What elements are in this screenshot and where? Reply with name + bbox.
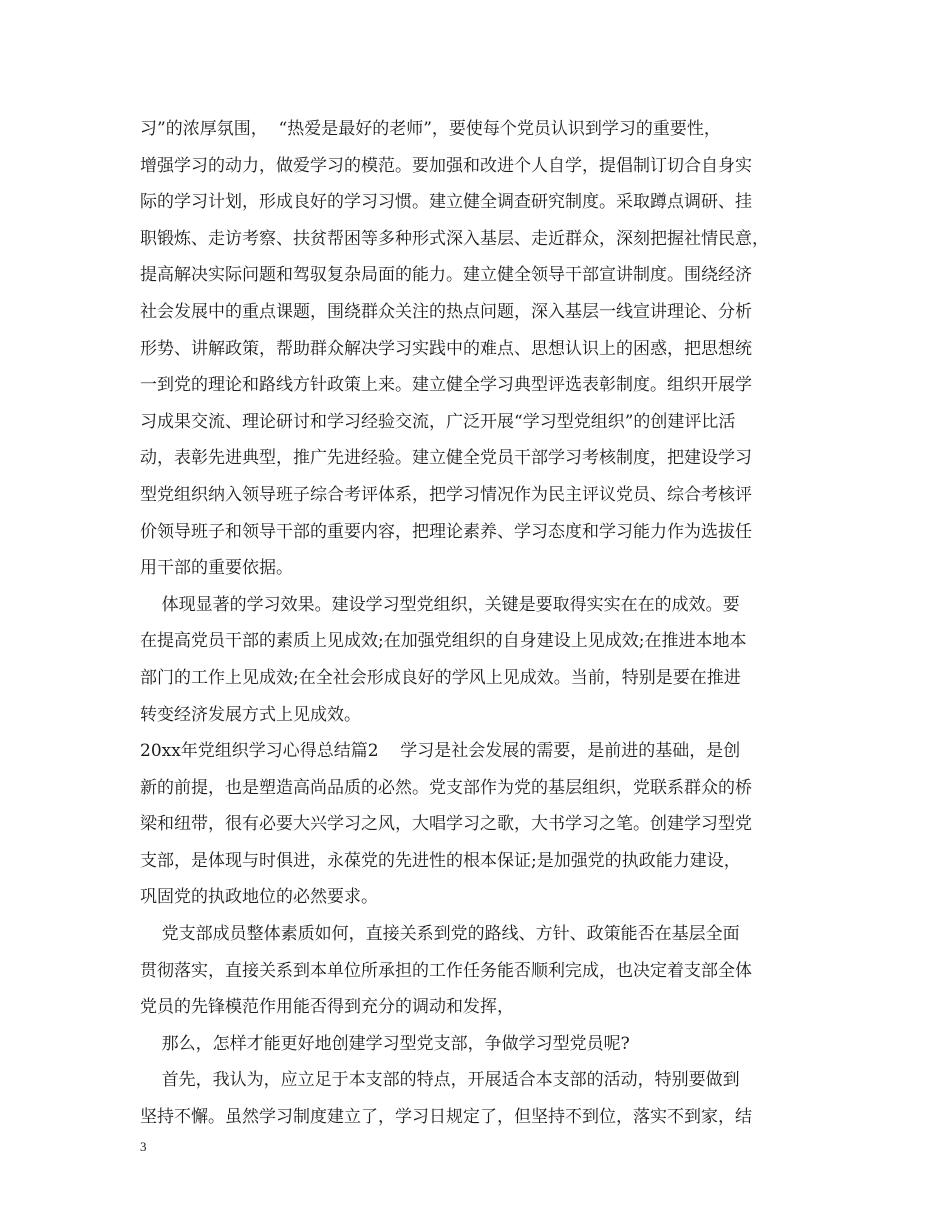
text-line: 形势、讲解政策，帮助群众解决学习实践中的难点、思想认识上的困惑，把思想统 <box>140 338 752 359</box>
text-line: 那么，怎样才能更好地创建学习型党支部，争做学习型党员呢? <box>140 1033 630 1054</box>
text-line: 党员的先锋模范作用能否得到充分的调动和发挥， <box>140 997 514 1018</box>
text-line: 动，表彰先进典型，推广先进经验。建立健全党员干部学习考核制度，把建设学习 <box>140 448 752 469</box>
text-line: 在提高党员干部的素质上见成效;在加强党组织的自身建设上见成效;在推进本地本 <box>140 631 747 652</box>
text-line: 型党组织纳入领导班子综合考评体系，把学习情况作为民主评议党员、综合考核评 <box>140 484 752 505</box>
text-line: 转变经济发展方式上见成效。 <box>140 704 361 725</box>
text-line: 巩固党的执政地位的必然要求。 <box>140 887 378 908</box>
text-line: 一到党的理论和路线方针政策上来。建立健全学习典型评选表彰制度。组织开展学 <box>140 375 752 396</box>
text-line: 职锻炼、走访考察、扶贫帮困等多种形式深入基层、走近群众，深刻把握社情民意， <box>140 228 769 249</box>
text-line: 价领导班子和领导干部的重要内容，把理论素养、学习态度和学习能力作为选拔任 <box>140 521 752 542</box>
text-line: 习”的浓厚氛围， “热爱是最好的老师”，要使每个党员认识到学习的重要性， <box>140 119 721 139</box>
text-line: 新的前提，也是塑造高尚品质的必然。党支部作为党的基层组织，党联系群众的桥 <box>140 777 752 798</box>
section-heading-line: 20xx年党组织学习心得总结篇2 学习是社会发展的需要，是前进的基础，是创 <box>140 741 741 762</box>
text-line: 用干部的重要依据。 <box>140 558 293 579</box>
text-line: 支部，是体现与时俱进，永葆党的先进性的根本保证;是加强党的执政能力建设， <box>140 850 741 871</box>
document-body <box>140 111 820 1136</box>
text-line: 部门的工作上见成效;在全社会形成良好的学风上见成效。当前，特别是要在推进 <box>140 667 741 688</box>
text-line: 增强学习的动力，做爱学习的模范。要加强和改进个人自学，提倡制订切合自身实 <box>140 155 752 176</box>
text-line: 提高解决实际问题和驾驭复杂局面的能力。建立健全领导干部宣讲制度。围绕经济 <box>140 265 752 286</box>
text-line: 党支部成员整体素质如何，直接关系到党的路线、方针、政策能否在基层全面 <box>140 924 740 945</box>
page-number: 3 <box>140 1139 147 1154</box>
text-line: 际的学习计划，形成良好的学习习惯。建立健全调查研究制度。采取蹲点调研、挂 <box>140 192 752 213</box>
text-line: 梁和纽带，很有必要大兴学习之风，大唱学习之歌，大书学习之笔。创建学习型党 <box>140 814 752 835</box>
text-line: 坚持不懈。虽然学习制度建立了，学习日规定了，但坚持不到位，落实不到家，结 <box>140 1107 752 1128</box>
text-line: 首先，我认为，应立足于本支部的特点，开展适合本支部的活动，特别要做到 <box>140 1070 740 1091</box>
text-line: 贯彻落实，直接关系到本单位所承担的工作任务能否顺利完成，也决定着支部全体 <box>140 960 752 981</box>
text-line: 习成果交流、理论研讨和学习经验交流，广泛开展“学习型党组织”的创建评比活 <box>140 411 736 432</box>
text-line: 社会发展中的重点课题，围绕群众关注的热点问题，深入基层一线宣讲理论、分析 <box>140 301 752 322</box>
text-line: 体现显著的学习效果。建设学习型党组织，关键是要取得实实在在的成效。要 <box>140 594 740 615</box>
